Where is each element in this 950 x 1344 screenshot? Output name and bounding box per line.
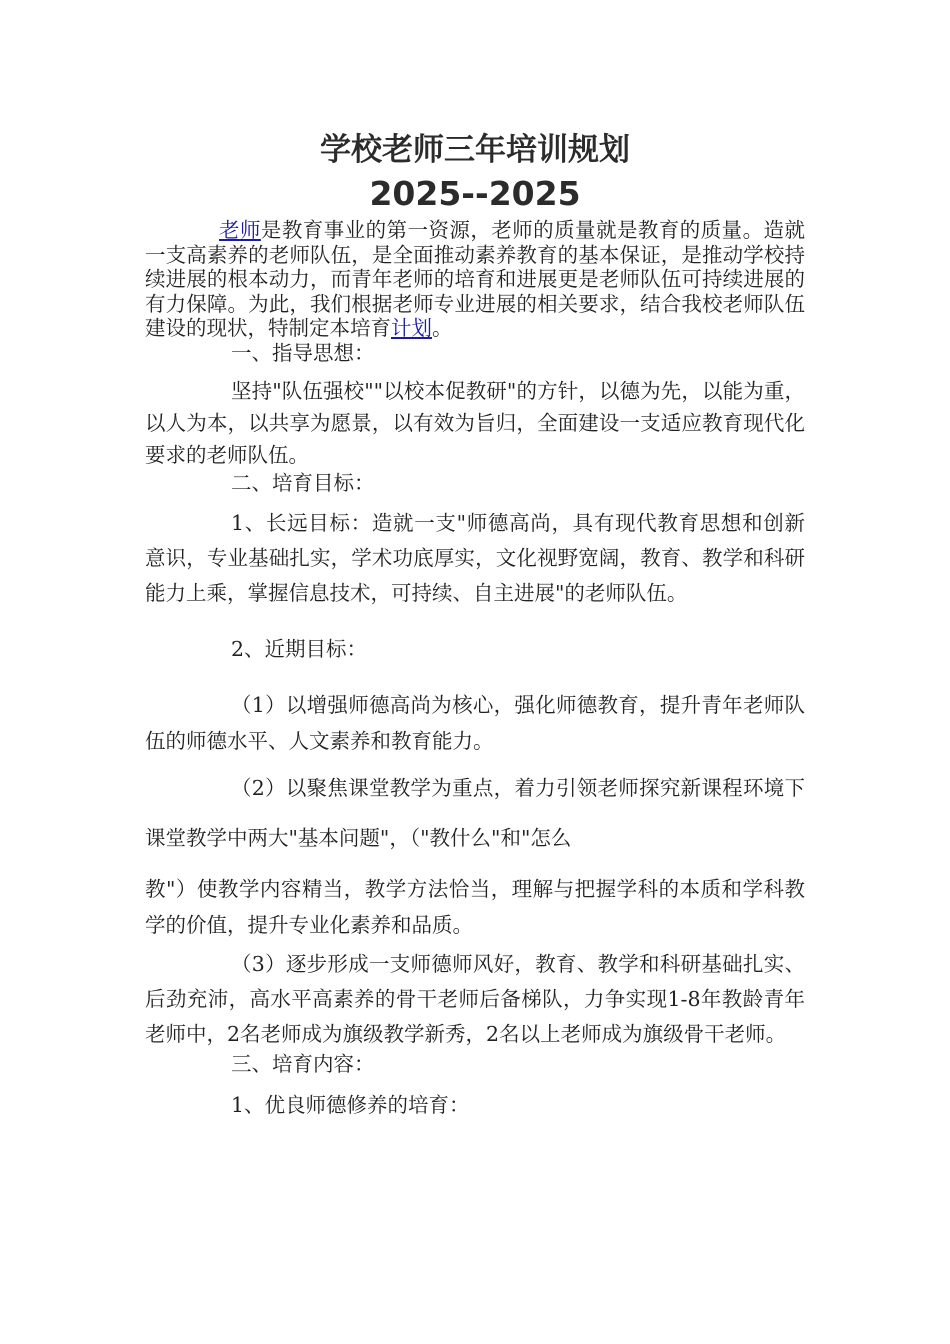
intro-text: 是教育事业的第一资源，老师的质量就是教育的质量。造就一支高素养的老师队伍，是全面推动素养教育的基本保证，是推动学校持续进展的根本动力，而青年老师的培育和进展更是老师队伍可持续进展的有力保障。为此，我们根据老师专业进展的相关要求，结合我校老师队伍建设的现状，特制定本培育 [145,218,806,340]
intro-end: 。 [432,316,453,340]
near-term-item-2-part-1: （2）以聚焦课堂教学为重点，着力引领老师探究新课程环境下课堂教学中两大"基本问题"，（"教什么"和"怎么 [145,776,805,850]
section-heading-training-goals: 二、培育目标： [231,471,375,495]
guiding-thought-paragraph: 坚持"队伍强校""以校本促教研"的方针，以德为先，以能为重，以人为本，以共享为愿景，以有效为旨归，全面建设一支适应教育现代化要求的老师队伍。 [145,379,805,467]
document-year-range: 2025--2025 [369,174,581,213]
intro-paragraph [145,218,805,341]
section-heading-guiding-thought: 一、指导思想： [231,340,375,365]
link-plan[interactable]: 计划 [391,316,432,340]
document-title: 学校老师三年培训规划 [320,132,630,168]
near-term-goal-heading: 2、近期目标： [231,636,368,661]
link-teacher[interactable]: 老师 [219,218,261,242]
document-page [145,128,805,1123]
content-item-1: 1、优良师德修养的培育： [231,1092,470,1117]
near-term-item-2-part-2: 教"）使教学内容精当，教学方法恰当，理解与把握学科的本质和学科教学的价值，提升专业化素养和品质。 [145,877,805,937]
near-term-item-3: （3）逐步形成一支师德师风好，教育、教学和科研基础扎实、后劲充沛，高水平高素养的骨干老师后备梯队，力争实现1-8年教龄青年老师中，2名老师成为旗级教学新秀，2名以上老师成为旗级骨干老师。 [145,952,805,1046]
section-heading-training-content: 三、培育内容： [231,1052,375,1076]
long-term-goal-paragraph: 1、长远目标：造就一支"师德高尚，具有现代教育思想和创新意识，专业基础扎实，学术功底厚实，文化视野宽阔，教育、教学和科研能力上乘，掌握信息技术，可持续、自主进展"的老师队伍。 [145,510,805,605]
near-term-item-1: （1）以增强师德高尚为核心，强化师德教育，提升青年老师队伍的师德水平、人文素养和教育能力。 [145,693,805,753]
